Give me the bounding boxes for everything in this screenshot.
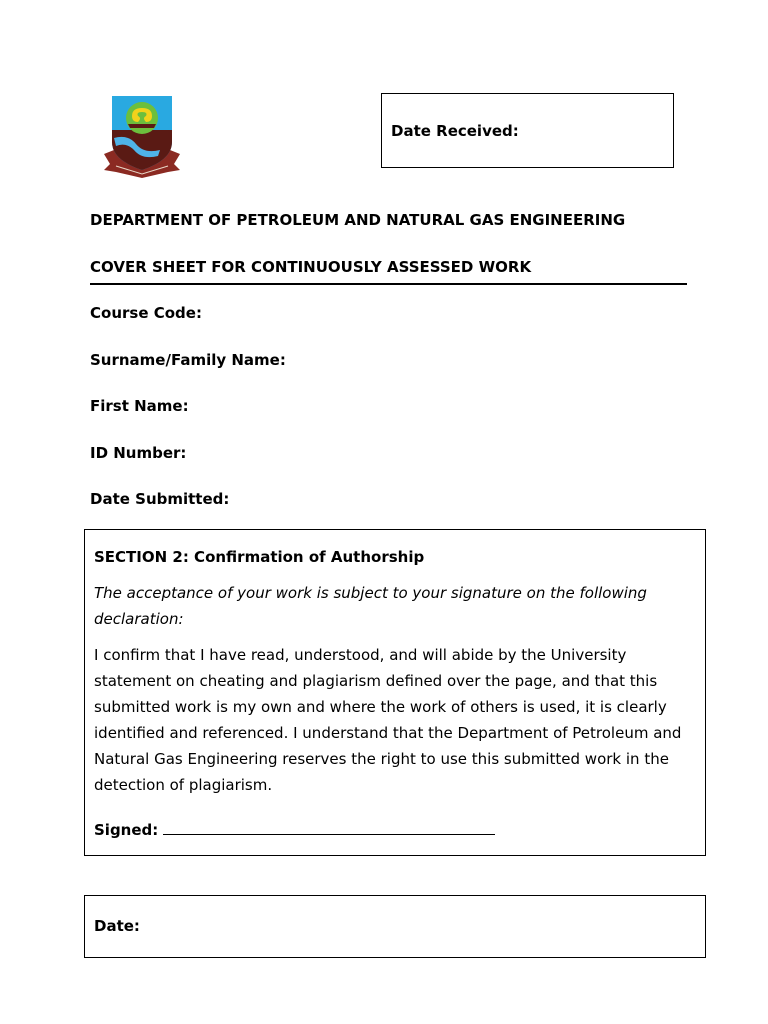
signed-label: Signed: <box>94 821 159 839</box>
signature-field[interactable] <box>163 820 495 835</box>
declaration-text: I confirm that I have read, understood, and will abide by the University statement on cheating and plagiarism defined over the page, and that this submitted work is my own and where the work of others is used, it is clearly identified and referenced. I understand that the Department of Petroleum and Natural Gas Engineering reserves the right to use this submitted work in the detection of plagiarism. <box>94 646 682 794</box>
date-submitted-label: Date Submitted: <box>90 490 230 508</box>
date-received-label: Date Received: <box>391 122 519 140</box>
date-received-box <box>381 93 674 168</box>
department-heading: DEPARTMENT OF PETROLEUM AND NATURAL GAS ENGINEERING <box>90 211 626 229</box>
title-divider <box>90 283 687 285</box>
surname-label: Surname/Family Name: <box>90 351 286 369</box>
course-code-label: Course Code: <box>90 304 202 322</box>
section-title: SECTION 2: Confirmation of Authorship <box>94 548 425 566</box>
cover-sheet-title: COVER SHEET FOR CONTINUOUSLY ASSESSED WORK <box>90 258 532 276</box>
date-box <box>84 895 706 958</box>
first-name-label: First Name: <box>90 397 189 415</box>
university-crest-logo <box>102 94 182 180</box>
authorship-section <box>84 529 706 856</box>
signature-line <box>94 820 495 839</box>
date-label: Date: <box>94 917 140 935</box>
crest-icon <box>102 94 182 180</box>
section-intro: The acceptance of your work is subject to your signature on the following declaration: <box>94 584 647 628</box>
id-number-label: ID Number: <box>90 444 187 462</box>
